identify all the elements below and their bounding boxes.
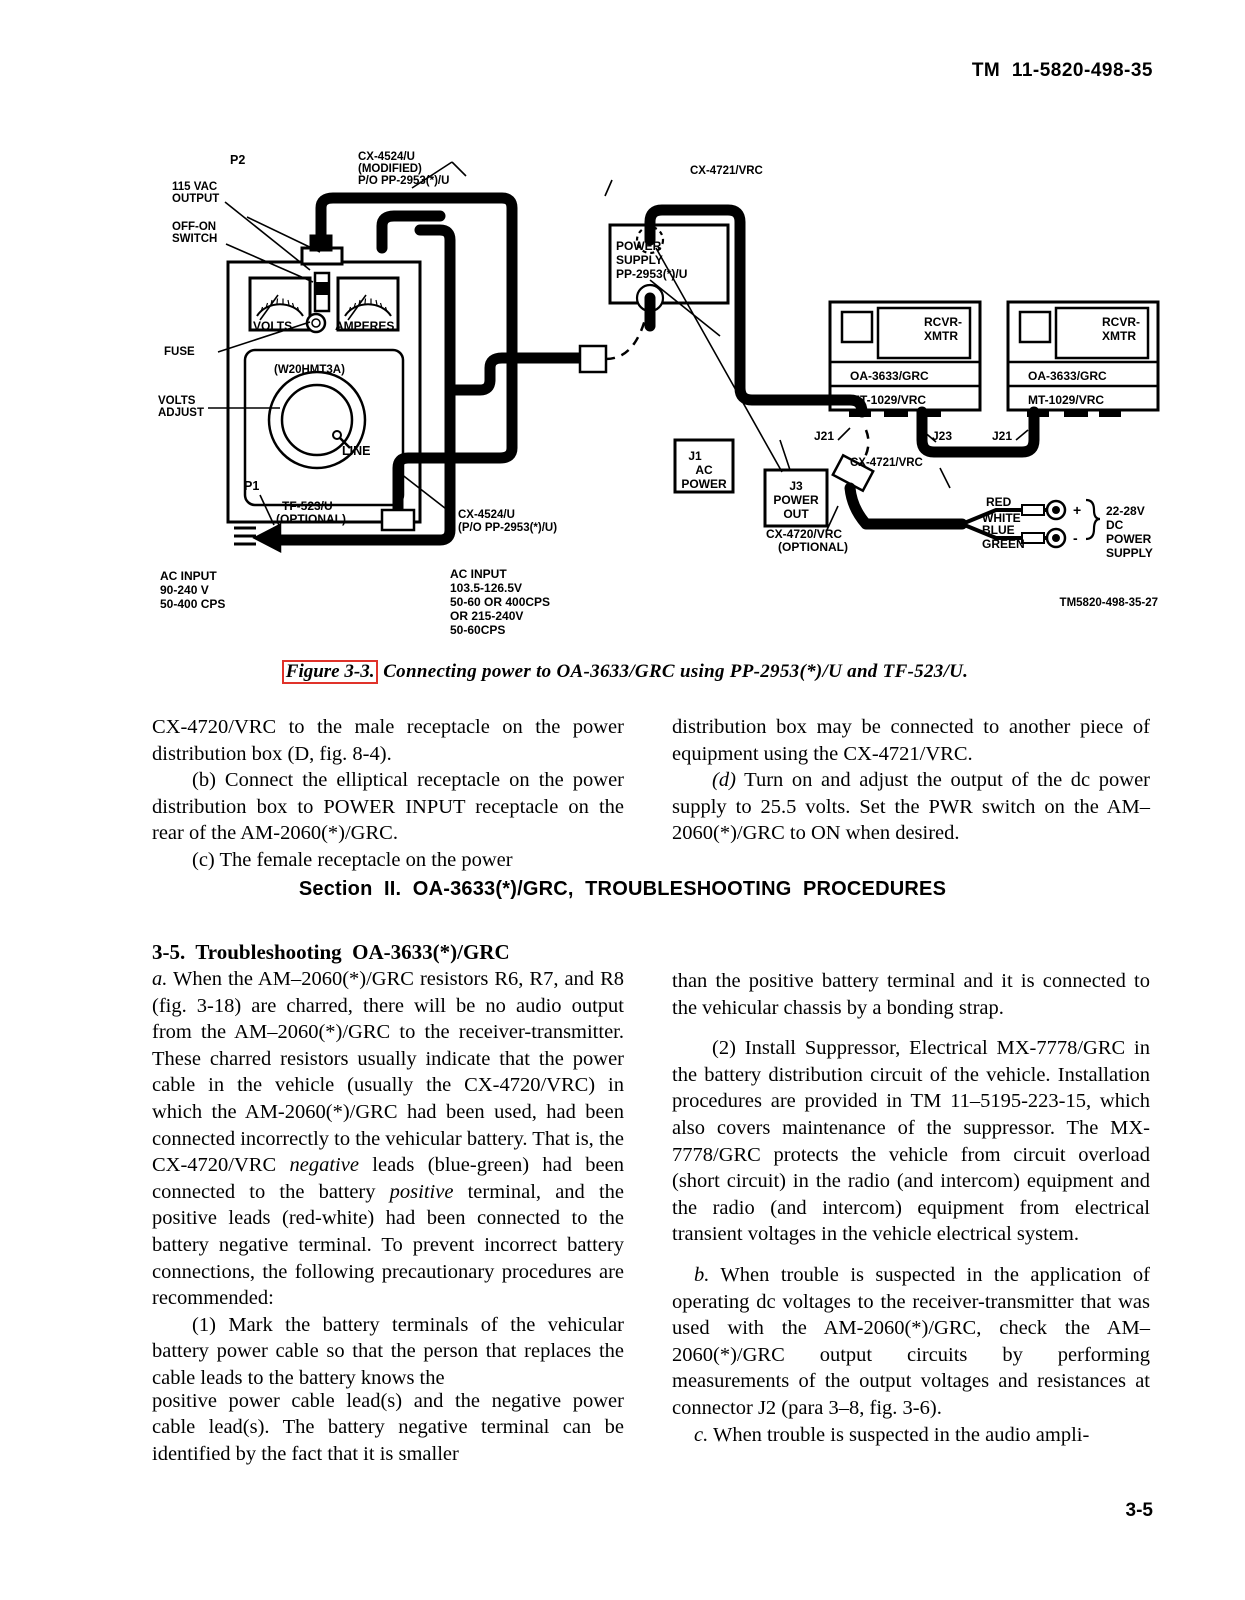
paragraph-3-5-b: b. When trouble is suspected in the application of operating dc voltages to the receiver-transmitter that was used with the AM-2060(*)/GRC, check the AM–2060(*)/GRC output circuits by performing measurements of the output voltages and resistances at connector J2 (para 3–8, fig. 3-6). [672,1263,1150,1419]
figure-caption [150,660,1100,684]
section-heading: Section II. OA-3633(*)/GRC, TROUBLESHOOTING PROCEDURES [298,878,947,900]
label-wire-red: RED [986,495,1012,509]
label-115vac-output-line2: OUTPUT [172,193,220,205]
paragraph-3-5-title: 3-5. Troubleshooting OA-3633(*)/GRC [152,940,510,964]
label-power-supply-line3: PP-2953(*)/U [616,267,688,281]
label-dc-supply-line4: SUPPLY [1106,546,1153,560]
label-cx4524-mod-line2: (MODIFIED) [358,163,422,175]
label-ac-input-mid-line5: 50-60CPS [450,623,506,637]
label-power-supply-line2: SUPPLY [616,253,663,267]
label-mt1029-2: MT-1029/VRC [1028,393,1105,407]
label-dc-supply-line3: POWER [1106,532,1152,546]
label-rcvr-xmtr-2-line1: RCVR- [1102,315,1140,329]
label-oa3633-2: OA-3633/GRC [1028,369,1107,383]
lug-negative-hole [1053,535,1059,541]
mid-cable-connector-block [580,346,606,372]
radio-set-1-panel-square [842,312,872,342]
label-tf523-line1: TF-523/U [282,499,333,513]
label-volts-meter: VOLTS [253,319,293,333]
label-off-on-switch-line2: SWITCH [172,233,218,245]
label-j1-line3: POWER [681,477,727,491]
lower-right-column [672,968,1150,1448]
label-amperes-meter: AMPERES [335,319,395,333]
figure-3-3-diagram [150,140,1190,640]
label-cx4720-line2: (OPTIONAL) [778,540,848,554]
paragraph-3-5-a-1-right-cont: than the positive battery terminal and it is connected to the vehicular chassis by a bonding strap. [672,970,1150,1019]
label-j3-line3: OUT [783,507,809,521]
lug-negative-barrel [1022,533,1044,543]
label-mt1029-1: MT-1029/VRC [850,393,927,407]
label-115vac-output-line1: 115 VAC [172,181,218,193]
page-header-manual-number: TM 11-5820-498-35 [971,60,1153,81]
paragraph-c-start: (c) The female receptacle on the power [192,848,513,871]
label-j21-a: J21 [814,429,835,443]
radio-set-2-conn-c [1100,410,1120,416]
radio-set-2-panel-square [1020,312,1050,342]
radio-set-2-conn-b [1065,410,1087,416]
label-wire-green: GREEN [982,537,1025,551]
label-p1: P1 [244,479,260,493]
upper-left-column [152,714,624,874]
label-cx4720-line1: CX-4720/VRC [766,527,843,541]
paragraph-a-cont: CX-4720/VRC to the male receptacle on the power distribution box (D, fig. 8-4). [152,716,624,765]
label-ac-input-mid-line1: AC INPUT [450,567,507,581]
label-j1-line1: J1 [688,449,702,463]
label-cx4524-po-line2: (P/O PP-2953(*)/U) [458,522,558,534]
label-line: LINE [342,444,371,458]
p1-plug-prongs [234,528,256,544]
figure-art-number: TM5820-498-35-27 [1059,597,1158,609]
cable-cx4720 [850,488,962,524]
label-ac-input-mid-line2: 103.5-126.5V [450,581,523,595]
volts-adjust-pointer-dot [333,431,341,439]
label-j3-line2: POWER [773,493,819,507]
label-off-on-switch-line1: OFF-ON [172,221,217,233]
ac-input-connector-block [382,510,414,530]
label-ac-input-mid-line3: 50-60 OR 400CPS [450,595,551,609]
radio-set-1-conn-b [885,410,907,416]
label-terminal-minus: - [1073,530,1078,546]
paragraph-3-5-a-1-cont: positive power cable lead(s) and the negative power cable lead(s). The battery negative terminal can be identified by the fact that it is smaller [152,1389,624,1465]
label-tf523-line2: (OPTIONAL) [276,512,346,526]
lug-positive-hole [1053,507,1059,513]
label-rcvr-xmtr-1-line2: XMTR [924,329,958,343]
label-terminal-plus: + [1073,502,1082,518]
upper-right-column [672,714,1150,847]
label-rcvr-xmtr-1-line1: RCVR- [924,315,962,329]
label-w20hmt3a: (W20HMT3A) [274,364,345,376]
dc-supply-brace [1086,500,1100,539]
label-cx4721-top: CX-4721/VRC [690,165,763,177]
label-j3-line1: J3 [789,479,803,493]
label-wire-white: WHITE [982,511,1021,525]
label-volts-adjust-line1: VOLTS [158,395,196,407]
label-cx4524-mod-line1: CX-4524/U [358,151,415,163]
label-wire-blue: BLUE [982,523,1015,537]
figure-caption-text: Connecting power to OA-3633/GRC using PP-2953(*)/U and TF-523/U. [383,661,969,682]
paragraph-3-5-c-start: c. When trouble is suspected in the audio ampli- [694,1423,1090,1446]
fuse-center [312,319,320,327]
label-p2: P2 [230,153,246,167]
label-j21-b: J21 [992,429,1013,443]
label-power-supply-line1: POWER [616,239,662,253]
paragraph-d: (d) Turn on and adjust the output of the dc power supply to 25.5 volts. Set the PWR switch on the AM–2060(*)/GRC to ON when desired. [672,769,1150,845]
lug-positive-barrel [1022,505,1044,515]
label-rcvr-xmtr-2-line2: XMTR [1102,329,1136,343]
figure-number-highlight: Figure 3-3. [282,660,379,684]
label-ac-input-left-line3: 50-400 CPS [160,597,226,611]
lower-left-column [152,940,624,1467]
paragraph-3-5-a-2: (2) Install Suppressor, Electrical MX-7778/GRC in the battery distribution circuit of the vehicle. Installation procedures are provided in TM 11–5195-223-15, which also covers maintenance of the suppressor. The MX-7778/GRC protects the vehicle from circuit overload (short circuit) in the radio (and intercom) equipment and the radio (and intercom) equipment from electrical transient voltages in the vehicle electrical system. [672,1037,1150,1246]
label-ac-input-left-line1: AC INPUT [160,569,217,583]
label-cx4524-po-line1: CX-4524/U [458,509,515,521]
paragraph-b: (b) Connect the elliptical receptacle on the power distribution box to POWER INPUT receptacle on the rear of the AM-2060(*)/GRC. [152,769,624,845]
paragraph-c-cont: distribution box may be connected to another piece of equipment using the CX-4721/VRC. [672,716,1150,765]
label-j1-line2: AC [695,463,713,477]
paragraph-3-5-a: a. When the AM–2060(*)/GRC resistors R6, R7, and R8 (fig. 3-18) are charred, there will be no audio output from the AM–2060(*)/GRC to the receiver-transmitter. These charred resistors usually indicate that the power cable in the vehicle (usually the CX-4720/VRC) in which the AM-2060(*)/GRC had been used, had been connected incorrectly to the vehicular battery. That is, the CX-4720/VRC negative leads (blue-green) had been connected to the battery positive terminal, and the positive leads (red-white) had been connected to the battery negative terminal. To prevent incorrect battery connections, the following precautionary procedures are recommended: [152,968,625,1310]
page-number: 3-5 [1125,1500,1153,1521]
label-cx4721-bottom: CX-4721/VRC [850,457,923,469]
label-ac-input-mid-line4: OR 215-240V [450,609,524,623]
label-oa3633-1: OA-3633/GRC [850,369,929,383]
label-j23: J23 [932,429,953,443]
paragraph-3-5-a-1: (1) Mark the battery terminals of the vehicular battery power cable so that the person that replaces the cable leads to the battery knows the [152,1313,624,1389]
label-dc-supply-line2: DC [1106,518,1124,532]
label-dc-supply-line1: 22-28V [1106,504,1145,518]
label-volts-adjust-line2: ADJUST [158,407,205,419]
label-fuse: FUSE [164,346,195,358]
off-on-switch-lever [317,283,327,294]
dashed-lead-to-power-supply [606,312,647,359]
label-ac-input-left-line2: 90-240 V [160,583,209,597]
label-cx4524-mod-line3: P/O PP-2953(*)/U [358,175,450,187]
